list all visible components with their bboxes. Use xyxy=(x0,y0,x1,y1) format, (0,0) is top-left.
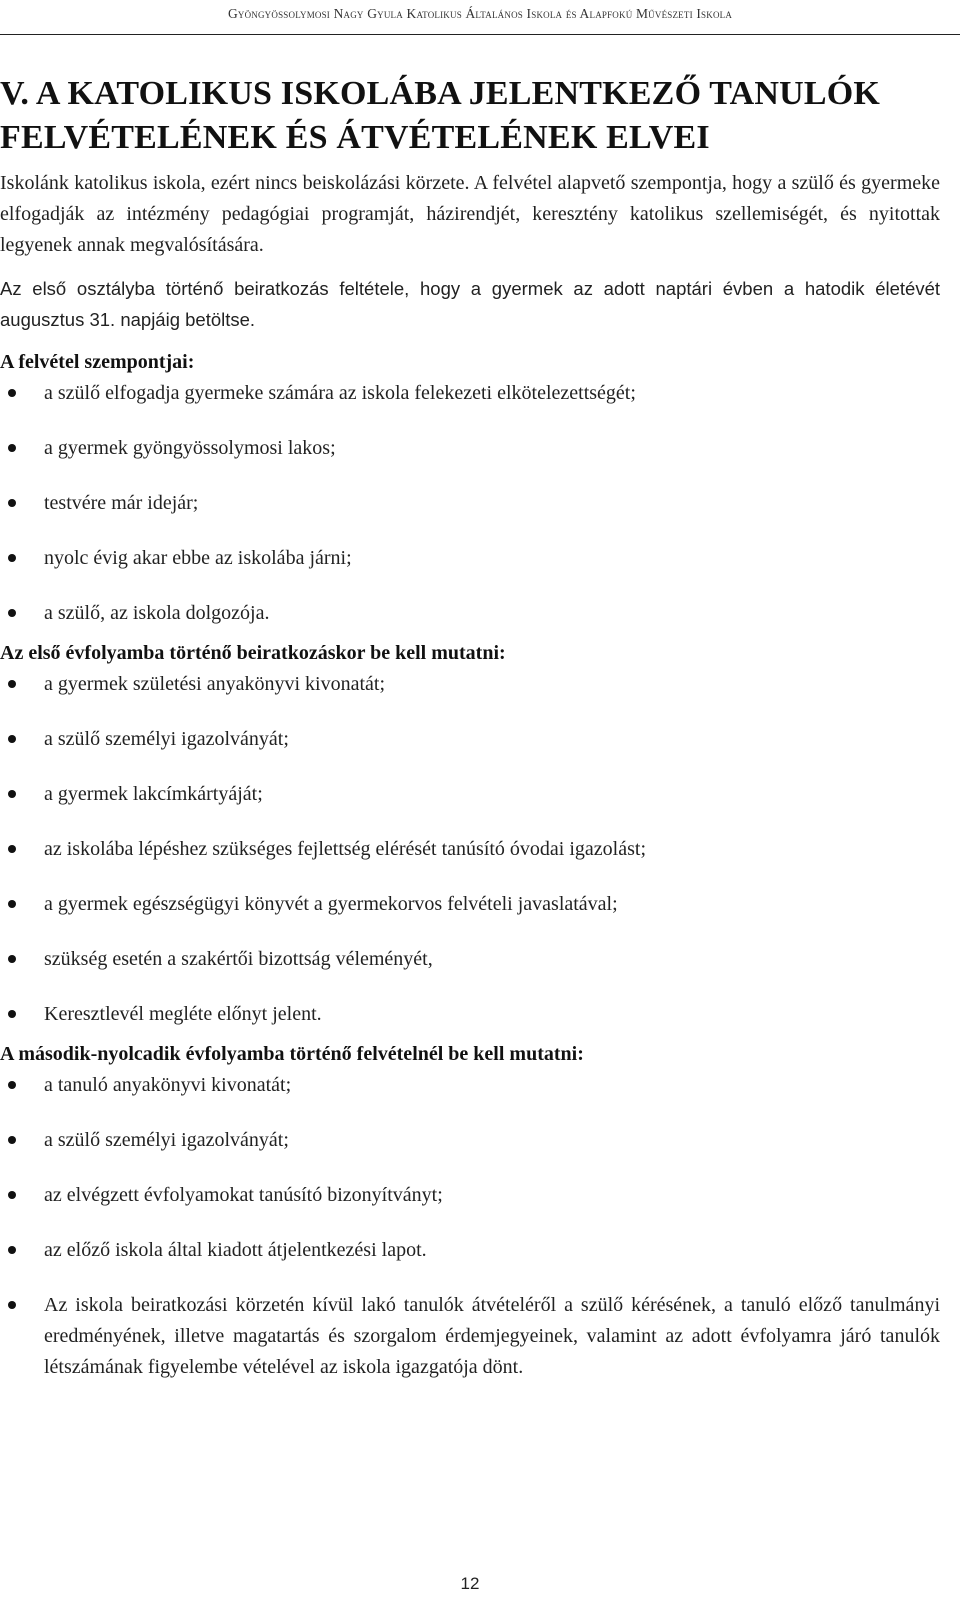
bullet-icon xyxy=(8,389,16,397)
list-item xyxy=(0,834,940,865)
running-header: Gyöngyössolymosi Nagy Gyula Katolikus Általános Iskola és Alapfokú Művészeti Iskola xyxy=(227,6,733,21)
bullet-icon xyxy=(8,1301,16,1309)
list-item xyxy=(0,1180,940,1211)
list-item-text: a szülő személyi igazolványát; xyxy=(44,728,289,750)
list-item-text: Az iskola beiratkozási körzetén kívül lakó tanulók átvételéről a szülő kérésének, a tanuló előző tanulmányi eredményének, illetve magatartás és szorgalom érdemjegyeinek, valamint az adott évfolyamra járó tanulók létszámának figyelembe vételével az iskola igazgatója dönt. xyxy=(44,1294,940,1378)
list-item xyxy=(0,598,940,629)
section-title-line-2: FELVÉTELÉNEK ÉS ÁTVÉTELÉNEK ELVEI xyxy=(0,119,710,156)
bullet-icon xyxy=(8,845,16,853)
bullet-icon xyxy=(8,1136,16,1144)
list-item-text: a szülő személyi igazolványát; xyxy=(44,1129,289,1151)
list-item xyxy=(0,779,940,810)
bullet-icon xyxy=(8,735,16,743)
list-item xyxy=(0,378,940,409)
list-item xyxy=(0,1235,940,1266)
list-item xyxy=(0,1125,940,1156)
admission-criteria-list xyxy=(0,378,940,629)
list-item xyxy=(0,724,940,755)
list-item-text: az iskolába lépéshez szükséges fejlettség elérését tanúsító óvodai igazolást; xyxy=(44,838,647,860)
list-item-text: a gyermek születési anyakönyvi kivonatát; xyxy=(44,673,386,695)
page-number: 12 xyxy=(460,1574,480,1593)
bullet-icon xyxy=(8,955,16,963)
page-content xyxy=(0,72,940,1407)
upper-year-documents-list xyxy=(0,1070,940,1383)
list-item-text: Keresztlevél megléte előnyt jelent. xyxy=(44,1003,322,1025)
list-item-text: a tanuló anyakönyvi kivonatát; xyxy=(44,1074,292,1096)
list-item xyxy=(0,488,940,519)
bullet-icon xyxy=(8,680,16,688)
list-item-text: a gyermek lakcímkártyáját; xyxy=(44,783,263,805)
bullet-icon xyxy=(8,554,16,562)
bullet-icon xyxy=(8,444,16,452)
admission-criteria-heading: A felvétel szempontjai: xyxy=(0,351,195,373)
list-item xyxy=(0,944,940,975)
list-item-text: a gyermek egészségügyi könyvét a gyermekorvos felvételi javaslatával; xyxy=(44,893,618,915)
section-title-line-1: V. A KATOLIKUS ISKOLÁBA JELENTKEZŐ TANULÓK xyxy=(0,75,881,112)
list-item-text: a szülő elfogadja gyermeke számára az iskola felekezeti elkötelezettségét; xyxy=(44,382,636,404)
bullet-icon xyxy=(8,1246,16,1254)
bullet-icon xyxy=(8,1191,16,1199)
list-item xyxy=(0,1290,940,1383)
first-year-documents-heading: Az első évfolyamba történő beiratkozáskor be kell mutatni: xyxy=(0,642,506,664)
list-item-text: nyolc évig akar ebbe az iskolába járni; xyxy=(44,547,352,569)
list-item xyxy=(0,543,940,574)
list-item xyxy=(0,1070,940,1101)
bullet-icon xyxy=(8,900,16,908)
list-item xyxy=(0,999,940,1030)
bullet-icon xyxy=(8,1081,16,1089)
bullet-icon xyxy=(8,499,16,507)
list-item-text: a gyermek gyöngyössolymosi lakos; xyxy=(44,437,336,459)
bullet-icon xyxy=(8,609,16,617)
list-item-text: az előző iskola által kiadott átjelentkezési lapot. xyxy=(44,1239,427,1261)
upper-year-documents-heading: A második-nyolcadik évfolyamba történő felvételnél be kell mutatni: xyxy=(0,1043,584,1065)
section-title xyxy=(0,72,940,160)
list-item xyxy=(0,669,940,700)
list-item-text: testvére már idejár; xyxy=(44,492,199,514)
list-item-text: a szülő, az iskola dolgozója. xyxy=(44,602,270,624)
first-grade-paragraph: Az első osztályba történő beiratkozás feltétele, hogy a gyermek az adott naptári évben a hatodik életévét augusztus 31. napjáig betöltse. xyxy=(0,278,940,330)
list-item-text: szükség esetén a szakértői bizottság véleményét, xyxy=(44,948,433,970)
intro-paragraph: Iskolánk katolikus iskola, ezért nincs beiskolázási körzete. A felvétel alapvető szempontja, hogy a szülő és gyermeke elfogadják az intézmény pedagógiai programját, házirendjét, keresztény katolikus szellemiségét, és nyitottak legyenek annak megvalósítására. xyxy=(0,172,940,256)
list-item-text: az elvégzett évfolyamokat tanúsító bizonyítványt; xyxy=(44,1184,443,1206)
first-year-documents-list xyxy=(0,669,940,1030)
bullet-icon xyxy=(8,1010,16,1018)
list-item xyxy=(0,889,940,920)
header-divider xyxy=(0,34,960,35)
list-item xyxy=(0,433,940,464)
bullet-icon xyxy=(8,790,16,798)
